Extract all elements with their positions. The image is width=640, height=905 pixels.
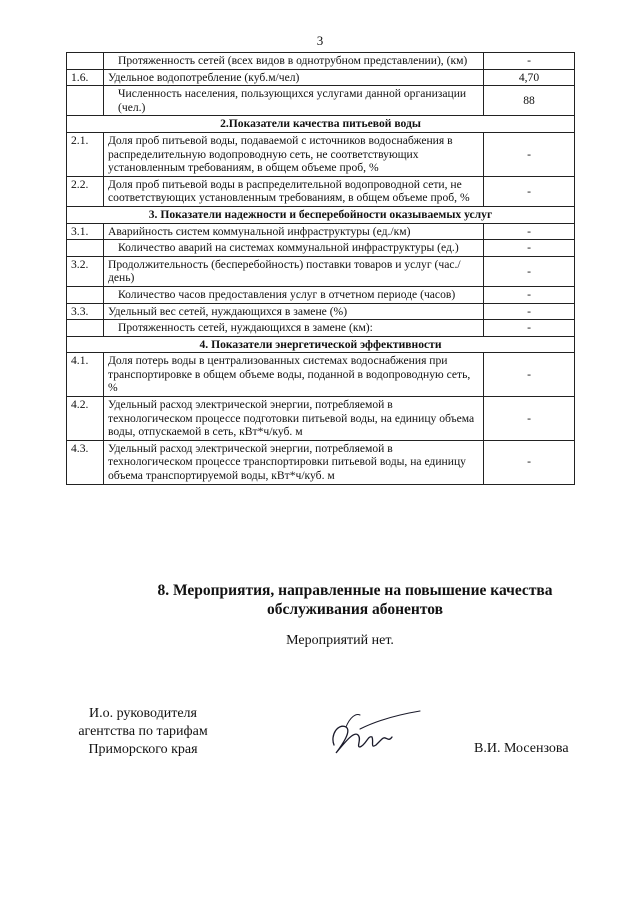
indicator-value: 88 xyxy=(484,86,575,116)
section-header-row xyxy=(67,116,575,133)
table-row xyxy=(67,440,575,484)
section-8-heading xyxy=(110,581,600,619)
indicator-name: Удельный расход электрической энергии, потребляемой в технологическом процессе подготовки питьевой воды, на единицу объема воды, отпускаемой в сеть, кВт*ч/куб. м xyxy=(104,397,484,441)
section-title: 4. Показатели энергетической эффективности xyxy=(67,336,575,353)
row-number: 2.2. xyxy=(67,176,104,206)
row-number: 3.3. xyxy=(67,303,104,320)
table-row xyxy=(67,286,575,303)
indicator-value: - xyxy=(484,320,575,337)
section-header-row xyxy=(67,206,575,223)
indicator-name: Удельный вес сетей, нуждающихся в замене (%) xyxy=(104,303,484,320)
indicator-name: Удельный расход электрической энергии, потребляемой в технологическом процессе транспортировки питьевой воды, на единицу объема транспортируемой воды, кВт*ч/куб. м xyxy=(104,440,484,484)
table-row xyxy=(67,256,575,286)
indicator-name: Доля проб питьевой воды, подаваемой с источников водоснабжения в распределительную водопроводную сеть, не соответствующих установленным требованиям, в общем объеме проб, % xyxy=(104,132,484,176)
indicator-name: Протяженность сетей (всех видов в однотрубном представлении), (км) xyxy=(104,53,484,70)
indicator-value: - xyxy=(484,440,575,484)
table-row xyxy=(67,132,575,176)
indicator-name: Количество аварий на системах коммунальной инфраструктуры (ед.) xyxy=(104,240,484,257)
table-row xyxy=(67,320,575,337)
row-number: 4.1. xyxy=(67,353,104,397)
indicator-value: - xyxy=(484,256,575,286)
row-number: 3.2. xyxy=(67,256,104,286)
row-number: 4.2. xyxy=(67,397,104,441)
indicator-name: Количество часов предоставления услуг в отчетном периоде (часов) xyxy=(104,286,484,303)
row-number: 3.1. xyxy=(67,223,104,240)
section-8-heading-line2: обслуживания абонентов xyxy=(267,601,443,618)
indicator-name: Доля проб питьевой воды в распределительной водопроводной сети, не соответствующих установленным требованиям, в общем объеме проб, % xyxy=(104,176,484,206)
table-row xyxy=(67,397,575,441)
indicator-value: - xyxy=(484,397,575,441)
row-number: 1.6. xyxy=(67,69,104,86)
indicator-value: - xyxy=(484,303,575,320)
signatory-title-line2: агентства по тарифам xyxy=(78,724,208,739)
indicator-name: Доля потерь воды в централизованных системах водоснабжения при транспортировке в общем объеме воды, поданной в водопроводную сеть, % xyxy=(104,353,484,397)
handwritten-signature xyxy=(316,705,426,763)
indicator-name: Численность населения, пользующихся услугами данной организации (чел.) xyxy=(104,86,484,116)
signatory-name: В.И. Мосензова xyxy=(474,741,569,756)
indicator-value: - xyxy=(484,53,575,70)
row-number xyxy=(67,286,104,303)
row-number: 2.1. xyxy=(67,132,104,176)
indicator-value: - xyxy=(484,240,575,257)
row-number: 4.3. xyxy=(67,440,104,484)
signatory-title-line1: И.о. руководителя xyxy=(88,706,197,721)
signatory-title xyxy=(58,705,228,759)
row-number xyxy=(67,240,104,257)
table-row xyxy=(67,240,575,257)
section-title: 3. Показатели надежности и бесперебойности оказываемых услуг xyxy=(67,206,575,223)
table-row xyxy=(67,353,575,397)
table-row xyxy=(67,53,575,70)
indicator-value: - xyxy=(484,223,575,240)
table-row xyxy=(67,303,575,320)
no-events-text: Мероприятий нет. xyxy=(286,633,394,648)
table-row xyxy=(67,223,575,240)
indicators-table xyxy=(66,52,575,485)
section-title: 2.Показатели качества питьевой воды xyxy=(67,116,575,133)
section-header-row xyxy=(67,336,575,353)
section-8-heading-line1: 8. Мероприятия, направленные на повышение качества xyxy=(157,582,553,599)
indicator-name: Продолжительность (бесперебойность) поставки товаров и услуг (час./день) xyxy=(104,256,484,286)
row-number xyxy=(67,320,104,337)
page-number: 3 xyxy=(316,33,324,48)
indicator-value: - xyxy=(484,132,575,176)
table-row xyxy=(67,69,575,86)
signatory-title-line3: Приморского края xyxy=(88,742,198,757)
indicator-name: Удельное водопотребление (куб.м/чел) xyxy=(104,69,484,86)
indicator-name: Протяженность сетей, нуждающихся в замене (км): xyxy=(104,320,484,337)
indicator-value: - xyxy=(484,286,575,303)
row-number xyxy=(67,86,104,116)
row-number xyxy=(67,53,104,70)
table-row xyxy=(67,86,575,116)
indicator-value: 4,70 xyxy=(484,69,575,86)
indicator-name: Аварийность систем коммунальной инфраструктуры (ед./км) xyxy=(104,223,484,240)
indicator-value: - xyxy=(484,353,575,397)
indicator-value: - xyxy=(484,176,575,206)
table-row xyxy=(67,176,575,206)
